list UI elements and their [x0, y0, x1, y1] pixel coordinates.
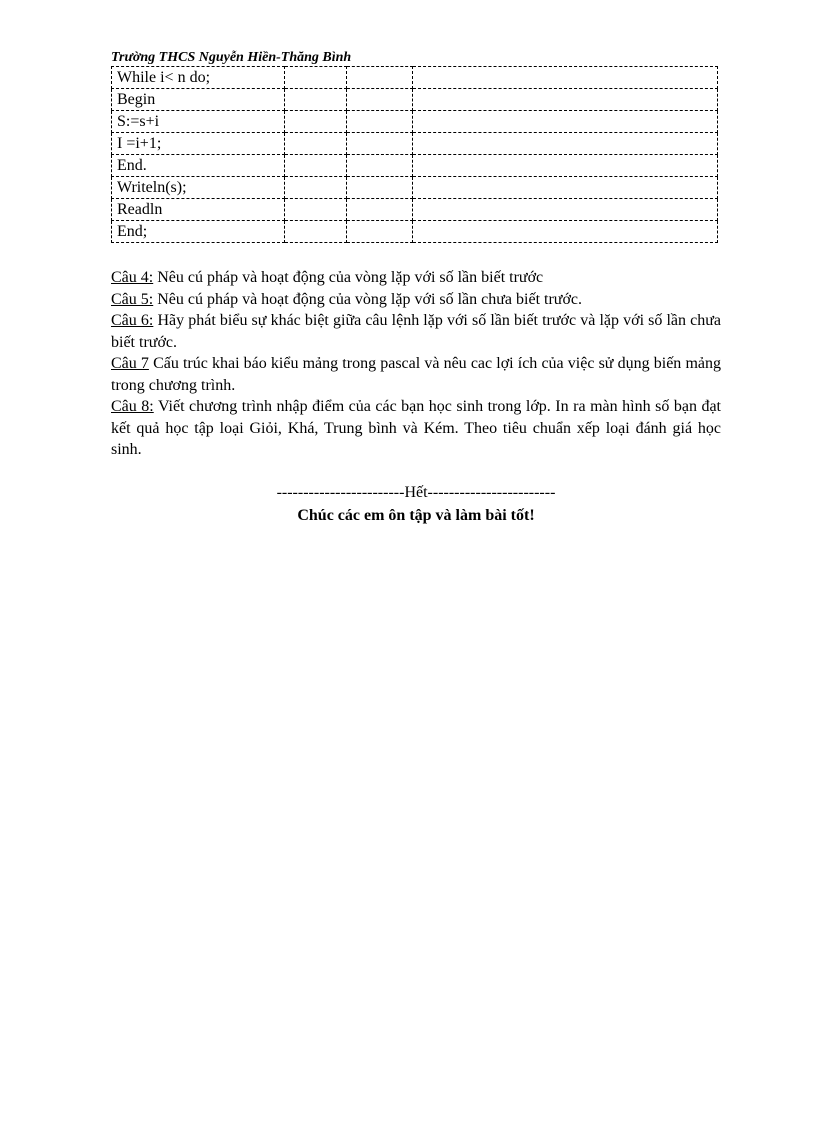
- question-number: Câu 7: [111, 355, 149, 372]
- code-cell: Readln: [112, 199, 285, 221]
- empty-cell: [347, 199, 413, 221]
- question-7: [111, 353, 721, 396]
- code-cell: Writeln(s);: [112, 177, 285, 199]
- end-divider: ------------------------Hết------------------------: [276, 484, 556, 501]
- empty-cell: [413, 199, 718, 221]
- question-text: Nêu cú pháp và hoạt động của vòng lặp với số lần chưa biết trước.: [153, 290, 583, 308]
- empty-cell: [347, 67, 413, 89]
- empty-cell: [413, 89, 718, 111]
- closing-message: Chúc các em ôn tập và làm bài tốt!: [297, 507, 535, 524]
- question-number: Câu 4:: [111, 269, 154, 286]
- empty-cell: [413, 177, 718, 199]
- empty-cell: [285, 89, 347, 111]
- empty-cell: [285, 67, 347, 89]
- table-row: [112, 177, 718, 199]
- empty-cell: [285, 155, 347, 177]
- question-text: Hãy phát biểu sự khác biệt giữa câu lệnh lặp với số lần biết trước và lặp với số lần chưa biết trước.: [111, 312, 722, 351]
- empty-cell: [285, 133, 347, 155]
- empty-cell: [347, 155, 413, 177]
- code-cell: While i< n do;: [112, 67, 285, 89]
- code-cell: Begin: [112, 89, 285, 111]
- table-row: [112, 155, 718, 177]
- code-cell: End;: [112, 221, 285, 243]
- empty-cell: [285, 199, 347, 221]
- table-row: [112, 221, 718, 243]
- empty-cell: [413, 133, 718, 155]
- table-row: [112, 133, 718, 155]
- question-number: Câu 5:: [111, 290, 154, 308]
- question-list: [111, 267, 721, 461]
- question-6: [111, 310, 721, 353]
- table-row: [112, 89, 718, 111]
- question-text: Viết chương trình nhập điểm của các bạn học sinh trong lớp. In ra màn hình số bạn đạt kết quả học tập loại Giỏi, Khá, Trung bình và Kém. Theo tiêu chuẩn xếp loại đánh giá học sinh.: [111, 398, 722, 458]
- question-number: Câu 6:: [111, 312, 154, 329]
- empty-cell: [347, 111, 413, 133]
- table-row: [112, 67, 718, 89]
- empty-cell: [413, 111, 718, 133]
- code-cell: S:=s+i: [112, 111, 285, 133]
- code-trace-table: [111, 66, 718, 243]
- empty-cell: [347, 177, 413, 199]
- empty-cell: [413, 67, 718, 89]
- empty-cell: [285, 221, 347, 243]
- school-header: Trường THCS Nguyễn Hiền-Thăng Bình: [111, 50, 352, 65]
- empty-cell: [347, 133, 413, 155]
- empty-cell: [413, 221, 718, 243]
- code-cell: End.: [112, 155, 285, 177]
- empty-cell: [285, 177, 347, 199]
- question-text: Nêu cú pháp và hoạt động của vòng lặp với số lần biết trước: [153, 269, 544, 286]
- code-cell: I =i+1;: [112, 133, 285, 155]
- question-text: Cấu trúc khai báo kiểu mảng trong pascal và nêu cac lợi ích của việc sử dụng biến mảng trong chương trình.: [111, 355, 721, 394]
- table-row: [112, 199, 718, 221]
- empty-cell: [285, 111, 347, 133]
- question-8: [111, 396, 721, 461]
- question-5: [111, 289, 721, 311]
- table-row: [112, 111, 718, 133]
- empty-cell: [347, 89, 413, 111]
- empty-cell: [347, 221, 413, 243]
- empty-cell: [413, 155, 718, 177]
- question-number: Câu 8:: [111, 398, 154, 415]
- question-4: [111, 267, 721, 289]
